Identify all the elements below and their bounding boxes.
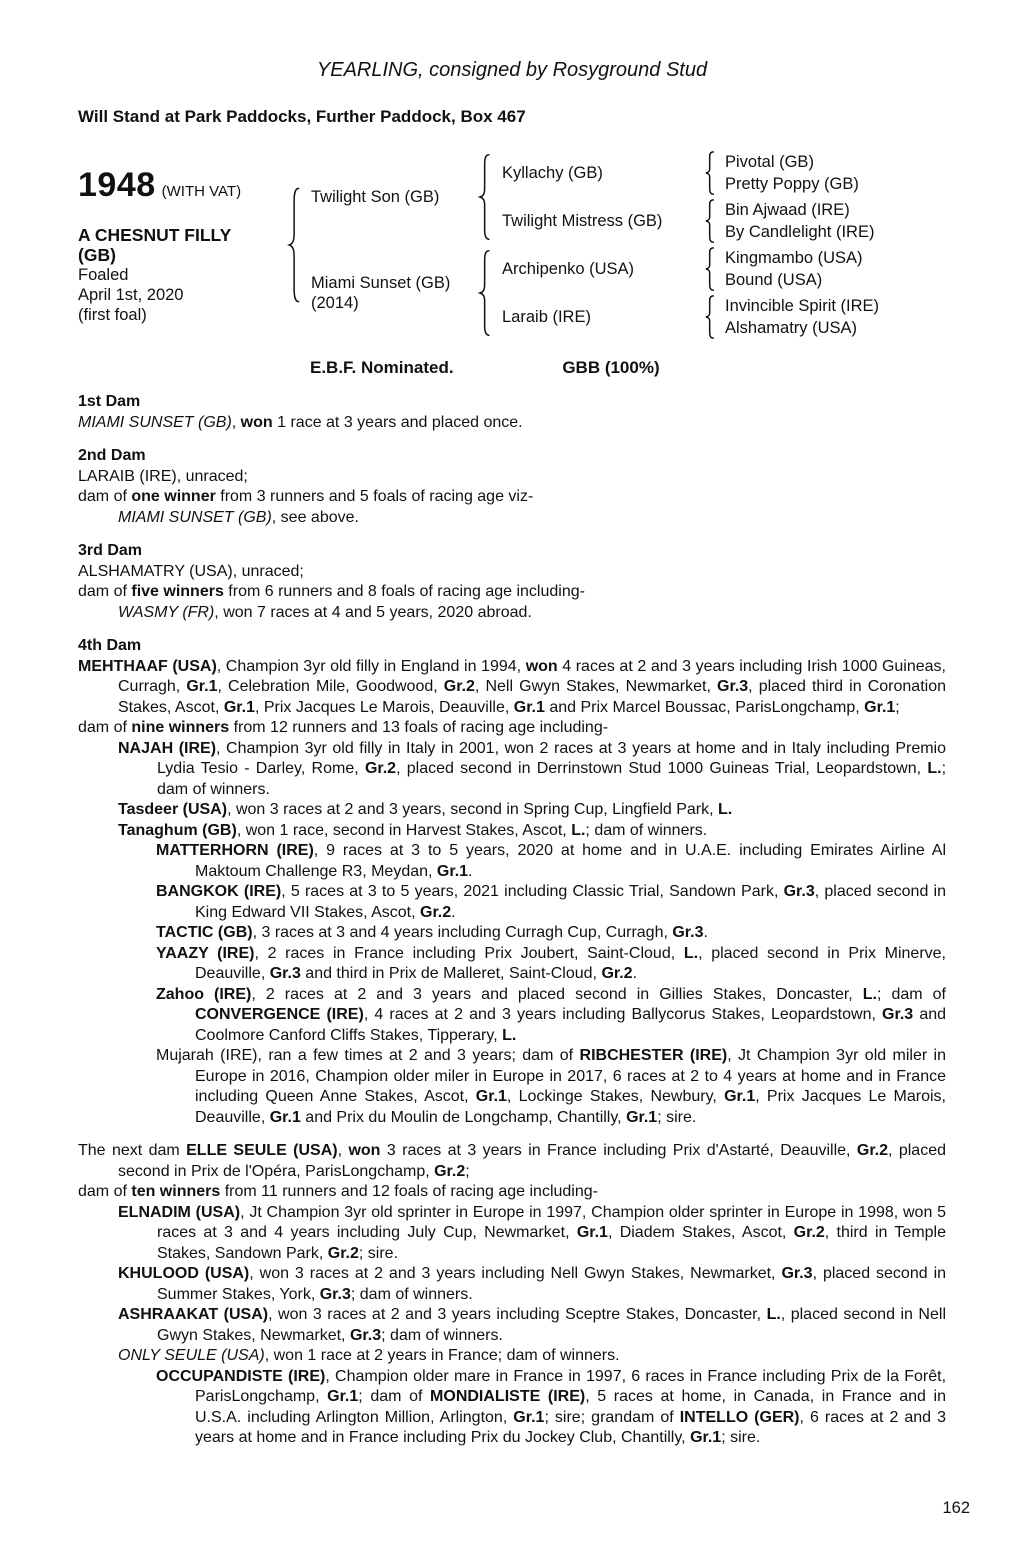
pedigree-dam-dam: Laraib (IRE) bbox=[502, 308, 591, 326]
pedigree-paragraph: Mujarah (IRE), ran a few times at 2 and 3 years; dam of RIBCHESTER (IRE), Jt Champion 3yr old miler in Europe in 2016, Champion older miler in Europe in 2017, 6 races at 2 to 4 years at home and in France including Queen Anne Stakes, Ascot, Gr.1, Lockinge Stakes, Newbury, Gr.1, Prix Jacques Le Marois, Deauville, Gr.1 and Prix du Moulin de Longchamp, Chantilly, Gr.1; sire. bbox=[156, 1047, 947, 1126]
pedigree-paragraph: ASHRAAKAT (USA), won 3 races at 2 and 3 years including Sceptre Stakes, Doncaster, L., placed second in Nell Gwyn Stakes, Newmarket, Gr.3; dam of winners. bbox=[118, 1306, 946, 1344]
pedigree-sire: Twilight Son (GB) bbox=[311, 188, 440, 206]
pedigree-paragraph: WASMY (FR), won 7 races at 4 and 5 years, 2020 abroad. bbox=[118, 603, 532, 621]
foaled-label: Foaled bbox=[78, 265, 129, 284]
pedigree-paragraph: MIAMI SUNSET (GB), won 1 race at 3 years and placed once. bbox=[78, 413, 523, 431]
pedigree-paragraph: dam of five winners from 6 runners and 8 foals of racing age including- bbox=[78, 583, 585, 600]
pedigree-paragraph: The next dam ELLE SEULE (USA), won 3 races at 3 years in France including Prix d'Astarté, Deauville, Gr.2, placed second in Prix de l'Opéra, ParisLongchamp, Gr.2; bbox=[78, 1142, 947, 1180]
pedigree-paragraph: MEHTHAAF (USA), Champion 3yr old filly in England in 1994, won 4 races at 2 and 3 years including Irish 1000 Guineas, Curragh, Gr.1, Celebration Mile, Goodwood, Gr.2, Nell Gwyn Stakes, Newmarket, Gr.3, placed third in Coronation Stakes, Ascot, Gr.1, Prix Jacques Le Marois, Deauville, Gr.1 and Prix Marcel Boussac, ParisLongchamp, Gr.1; bbox=[78, 657, 947, 716]
pedigree-dam-dam-dam: Alshamatry (USA) bbox=[725, 319, 858, 337]
pedigree-brace bbox=[704, 199, 716, 243]
pedigree-dam-year: (2014) bbox=[311, 294, 359, 312]
lot-number: 1948 bbox=[78, 165, 156, 204]
pedigree-paragraph: LARAIB (IRE), unraced; bbox=[78, 467, 248, 485]
pedigree-dam-dam-sire: Invincible Spirit (IRE) bbox=[725, 297, 880, 315]
page-number: 162 bbox=[942, 1499, 970, 1517]
lot-number-row bbox=[78, 166, 287, 205]
pedigree-paragraph: MATTERHORN (IRE), 9 races at 3 to 5 years, 2020 at home and in U.A.E. including Emirates Airline Al Maktoum Challenge R3, Meydan, Gr.1. bbox=[156, 842, 946, 880]
dam-section-header: 4th Dam bbox=[78, 637, 142, 654]
pedigree-brace bbox=[478, 153, 492, 241]
pedigree-dam-dam-branch bbox=[492, 295, 879, 339]
foaled-date: April 1st, 2020 bbox=[78, 285, 184, 304]
pedigree-paragraph: Tanaghum (GB), won 1 race, second in Harvest Stakes, Ascot, L.; dam of winners. bbox=[118, 821, 708, 839]
lot-info bbox=[78, 166, 287, 325]
pedigree-paragraph: ELNADIM (USA), Jt Champion 3yr old sprinter in Europe in 1997, Champion older sprinter in Europe in 1998, won 5 races at 3 and 4 years including July Cup, Newmarket, Gr.1, Diadem Stakes, Ascot, Gr.2, third in Temple Stakes, Sandown Park, Gr.2; sire. bbox=[118, 1203, 947, 1262]
pedigree-gen3-column bbox=[716, 247, 863, 291]
pedigree-paragraph: dam of one winner from 3 runners and 5 foals of racing age viz- bbox=[78, 488, 534, 505]
gbb-nomination: GBB (100%) bbox=[562, 358, 660, 377]
stand-location: Will Stand at Park Paddocks, Further Paddock, Box 467 bbox=[78, 107, 526, 126]
pedigree-brace bbox=[478, 249, 492, 337]
pedigree-sire-branch bbox=[302, 149, 879, 245]
pedigree-sire-sire-branch bbox=[492, 151, 874, 195]
dam-section-header: 2nd Dam bbox=[78, 447, 146, 464]
page-title: YEARLING, consigned by Rosyground Stud bbox=[316, 59, 708, 81]
pedigree-brace bbox=[704, 295, 716, 339]
pedigree-paragraph: dam of ten winners from 11 runners and 12 foals of racing age including- bbox=[78, 1183, 598, 1200]
pedigree-paragraph: dam of nine winners from 12 runners and 13 foals of racing age including- bbox=[78, 719, 609, 736]
pedigree-paragraph: MIAMI SUNSET (GB), see above. bbox=[118, 508, 359, 526]
pedigree-paragraph: Zahoo (IRE), 2 races at 2 and 3 years and placed second in Gillies Stakes, Doncaster, L.; dam of CONVERGENCE (IRE), 4 races at 2 and 3 years including Ballycorus Stakes, Leopardstown, Gr.3 and Coolmore Canford Cliffs Stakes, Tipperary, L. bbox=[156, 985, 947, 1044]
pedigree-dam-branch bbox=[302, 245, 879, 341]
pedigree-brace bbox=[287, 186, 302, 304]
pedigree-gen3-column bbox=[716, 151, 859, 195]
pedigree-sire-sire: Kyllachy (GB) bbox=[502, 164, 603, 182]
pedigree-tree bbox=[287, 149, 946, 341]
pedigree-paragraph: OCCUPANDISTE (IRE), Champion older mare in France in 1997, 6 races in France including Prix de la Forêt, ParisLongchamp, Gr.1; dam of MONDIALISTE (IRE), 5 races at home, in Canada, in France and in U.S.A. including Arlington Million, Arlington, Gr.1; sire; grandam of INTELLO (GER), 6 races at 2 and 3 years at home and in France including Prix du Jockey Club, Chantilly, Gr.1; sire. bbox=[156, 1367, 947, 1446]
pedigree-gen3-column bbox=[716, 199, 874, 243]
pedigree-dam-name: Miami Sunset (GB) bbox=[311, 274, 451, 292]
pedigree-sire-dam: Twilight Mistress (GB) bbox=[502, 212, 663, 230]
pedigree-dam bbox=[302, 273, 478, 313]
ebf-nomination: E.B.F. Nominated. bbox=[310, 358, 454, 377]
pedigree-gen1-column bbox=[302, 149, 879, 341]
pedigree-paragraph: NAJAH (IRE), Champion 3yr old filly in Italy in 2001, won 2 races at 3 years at home and in Italy including Premio Lydia Tesio - Darley, Rome, Gr.2, placed second in Derrinstown Stud 1000 Guineas Trial, Leopardstown, L.; dam of winners. bbox=[118, 739, 947, 798]
pedigree-paragraph: KHULOOD (USA), won 3 races at 2 and 3 years including Nell Gwyn Stakes, Newmarket, Gr.3, placed second in Summer Stakes, York, Gr.3; dam of winners. bbox=[118, 1265, 947, 1303]
pedigree-sire-sire-sire: Pivotal (GB) bbox=[725, 153, 814, 171]
dam-section-header: 1st Dam bbox=[78, 393, 141, 410]
pedigree-paragraph: YAAZY (IRE), 2 races in France including Prix Joubert, Saint-Cloud, L., placed second in Prix Minerve, Deauville, Gr.3 and third in Prix de Malleret, Saint-Cloud, Gr.2. bbox=[156, 944, 947, 982]
pedigree-gen2-column bbox=[492, 149, 874, 245]
pedigree-dam-sire-branch bbox=[492, 247, 879, 291]
pedigree-paragraph: Tasdeer (USA), won 3 races at 2 and 3 years, second in Spring Cup, Lingfield Park, L. bbox=[118, 801, 733, 818]
animal-description: A CHESNUT FILLY bbox=[78, 224, 232, 245]
pedigree-sire-dam-dam: By Candlelight (IRE) bbox=[725, 223, 875, 241]
pedigree-sire-dam-branch bbox=[492, 199, 874, 243]
pedigree-dam-sire-dam: Bound (USA) bbox=[725, 271, 823, 289]
pedigree-dam-sire-sire: Kingmambo (USA) bbox=[725, 249, 863, 267]
pedigree-brace bbox=[704, 247, 716, 291]
pedigree-gen3-column bbox=[716, 295, 879, 339]
dam-section-header: 3rd Dam bbox=[78, 542, 143, 559]
pedigree-paragraph: BANGKOK (IRE), 5 races at 3 to 5 years, 2021 including Classic Trial, Sandown Park, Gr.3, placed second in King Edward VII Stakes, Ascot, Gr.2. bbox=[156, 883, 946, 921]
pedigree-paragraph: ONLY SEULE (USA), won 1 race at 2 years in France; dam of winners. bbox=[118, 1347, 620, 1364]
pedigree-dam-sire: Archipenko (USA) bbox=[502, 260, 635, 278]
pedigree-paragraph: TACTIC (GB), 3 races at 3 and 4 years including Curragh Cup, Curragh, Gr.3. bbox=[156, 924, 708, 941]
pedigree-sire-sire-dam: Pretty Poppy (GB) bbox=[725, 175, 859, 193]
pedigree-sire-dam-sire: Bin Ajwaad (IRE) bbox=[725, 201, 850, 219]
pedigree-brace bbox=[704, 151, 716, 195]
animal-country-suffix: (GB) bbox=[78, 244, 116, 265]
vat-note: (WITH VAT) bbox=[161, 182, 242, 200]
pedigree-gen2-column bbox=[492, 245, 879, 341]
first-foal-note: (first foal) bbox=[78, 305, 147, 324]
pedigree-text bbox=[78, 392, 946, 1449]
nominations-row bbox=[78, 357, 946, 378]
lot-section bbox=[78, 149, 946, 341]
pedigree-paragraph: ALSHAMATRY (USA), unraced; bbox=[78, 562, 304, 580]
